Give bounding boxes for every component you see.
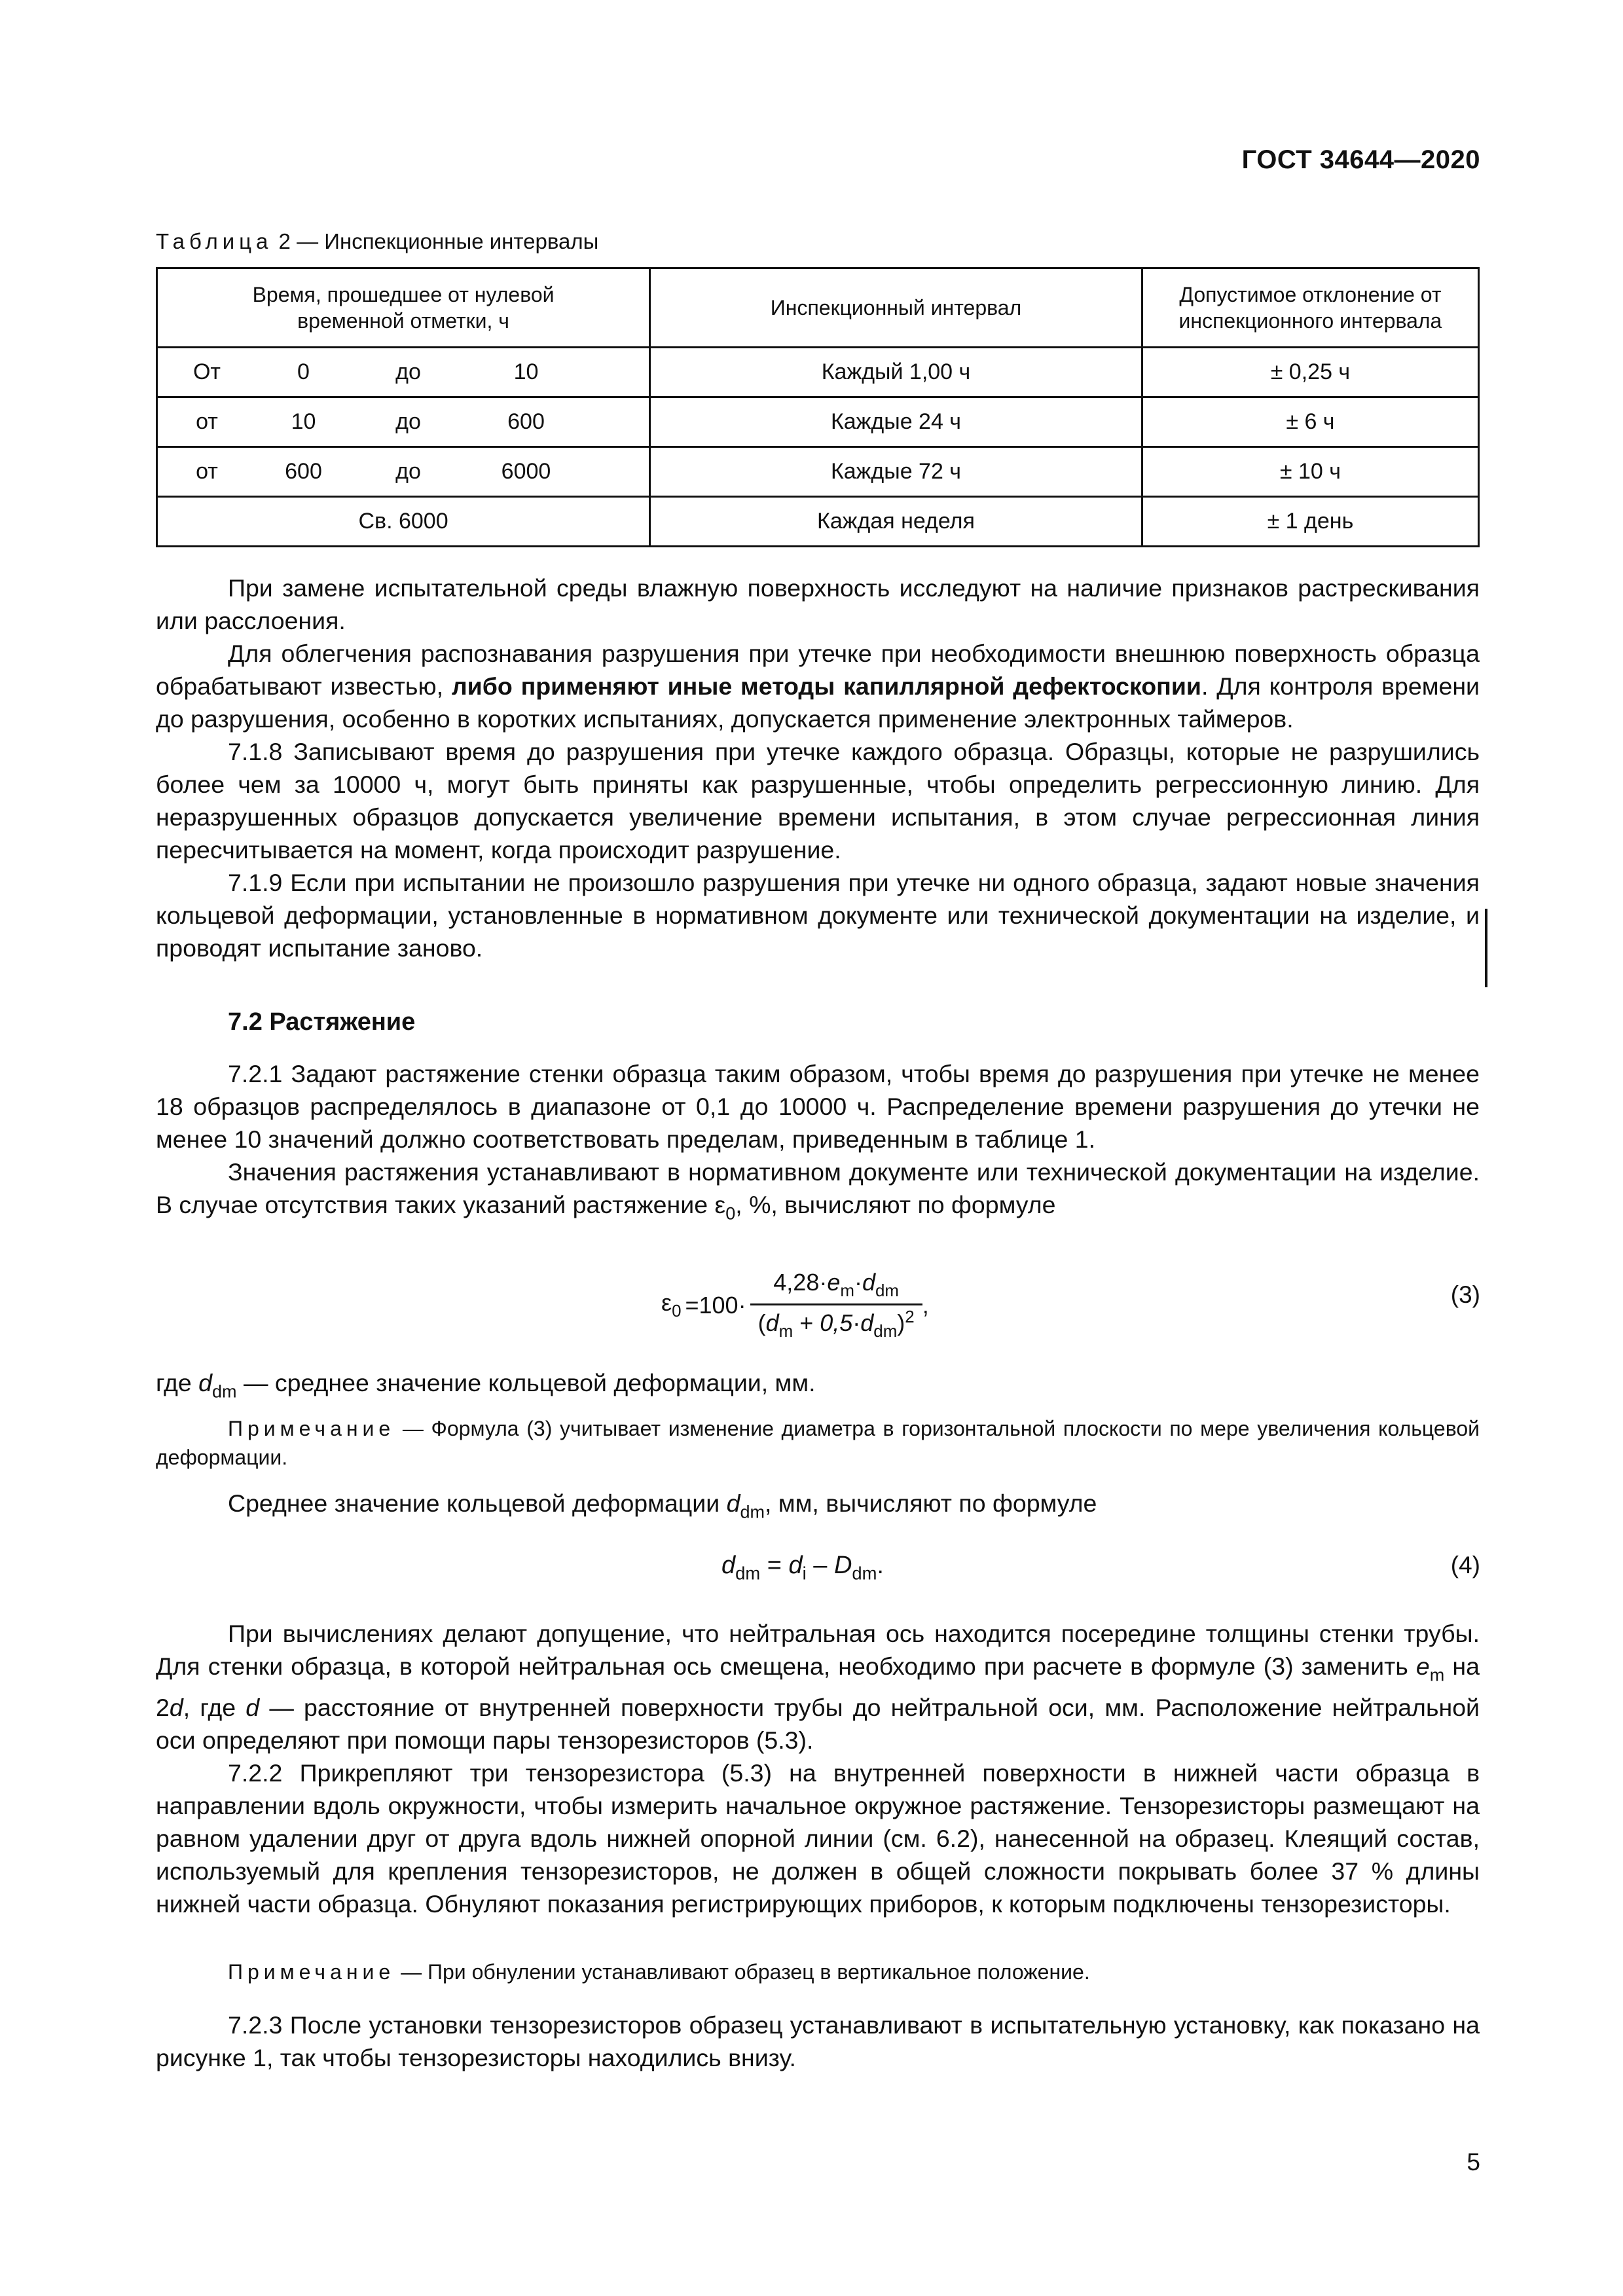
inspection-intervals-table bbox=[156, 267, 1480, 547]
deviation-cell: ± 6 ч bbox=[1142, 397, 1478, 447]
col-header-elapsed-time: Время, прошедшее от нулевой временной отметки, ч bbox=[157, 268, 650, 348]
neutral-axis-c: , где bbox=[183, 1694, 246, 1722]
deviation-cell: ± 0,25 ч bbox=[1142, 348, 1478, 397]
ring-def-start: Среднее значение кольцевой деформации bbox=[228, 1489, 727, 1517]
eq3-den-open: ( bbox=[757, 1309, 766, 1337]
neutral-axis-d2: d bbox=[246, 1694, 260, 1722]
eq3-den-dot: · bbox=[852, 1309, 861, 1337]
table-row bbox=[157, 397, 1479, 447]
eq3-denominator bbox=[750, 1305, 922, 1341]
where-line bbox=[156, 1366, 1480, 1408]
range-from-word: от bbox=[196, 409, 218, 434]
eq3-num-d-sub: dm bbox=[875, 1282, 899, 1301]
eq3-num-e: e bbox=[827, 1269, 841, 1296]
change-bar bbox=[1485, 909, 1487, 987]
neutral-axis-b: на 2 bbox=[156, 1652, 1480, 1722]
eq3-den-close: ) bbox=[897, 1309, 905, 1337]
paragraph-ring-deformation bbox=[156, 1487, 1480, 1528]
paragraph-lime-start: Для облегчения распознавания разрушения при утечке при необходимости внешнюю поверхность образца обрабатывают известью, bbox=[156, 640, 1480, 700]
strain-text-end: , %, вычисляют по формуле bbox=[735, 1191, 1056, 1218]
note-2 bbox=[156, 1958, 1480, 1986]
eq4-lhs: d bbox=[721, 1552, 736, 1579]
document-id: ГОСТ 34644—2020 bbox=[1241, 145, 1480, 174]
range-cell bbox=[157, 447, 650, 497]
table-row bbox=[157, 497, 1479, 547]
formula-4 bbox=[721, 1552, 884, 1584]
text-block-4 bbox=[156, 1617, 1480, 1920]
paragraph-neutral-axis bbox=[156, 1617, 1480, 1757]
table-row bbox=[157, 348, 1479, 397]
eq4-d: d bbox=[788, 1552, 803, 1579]
range-cell bbox=[157, 397, 650, 447]
eq3-fraction bbox=[750, 1269, 922, 1341]
note-2-text bbox=[156, 1958, 1480, 1986]
neutral-axis-a: При вычислениях делают допущение, что нейтральная ось находится посередине толщины стенки трубы. Для стенки образца, в которой нейтральная ось смещена, необходимо при расчете в формуле (3) заменить bbox=[156, 1620, 1480, 1680]
eq3-epsilon: ε bbox=[661, 1289, 672, 1317]
interval-cell: Каждые 72 ч bbox=[650, 447, 1142, 497]
eq3-den-d2: d bbox=[860, 1309, 874, 1337]
paragraph-cracking: При замене испытательной среды влажную поверхность исследуют на наличие признаков растрескивания или расслоения. bbox=[156, 574, 1480, 634]
eq4-d-sub: i bbox=[802, 1563, 807, 1584]
page-number: 5 bbox=[1467, 2149, 1480, 2176]
clause-7-2-1: 7.2.1 Задают растяжение стенки образца таким образом, чтобы время до разрушения при утечке не менее 18 образцов распределялось в диапазоне от 0,1 до 10000 ч. Распределение времени разрушения до утечки не менее 10 значений должно соответствовать пределам, приведенным в таблице 1. bbox=[156, 1060, 1480, 1153]
interval-cell: Каждый 1,00 ч bbox=[650, 348, 1142, 397]
table-caption-word: Таблица bbox=[156, 229, 273, 253]
deviation-cell: ± 1 день bbox=[1142, 497, 1478, 547]
neutral-axis-d-text: — расстояние от внутренней поверхности трубы до нейтральной оси, мм. Расположение нейтральной оси определяют при помощи пары тензорезисторов (5.3). bbox=[156, 1694, 1480, 1755]
eq4-lhs-sub: dm bbox=[735, 1563, 761, 1584]
eq4-trailing-dot: . bbox=[877, 1552, 884, 1579]
eq3-den-d2-sub: dm bbox=[873, 1322, 898, 1341]
note-2-word: Примечание bbox=[228, 1960, 395, 1984]
eq3-trailing-comma: , bbox=[922, 1291, 929, 1319]
text-block-3 bbox=[156, 1487, 1480, 1528]
range-from-value: 600 bbox=[285, 459, 322, 484]
eq3-num-d: d bbox=[862, 1269, 875, 1296]
table-caption bbox=[156, 229, 598, 254]
interval-cell: Каждые 24 ч bbox=[650, 397, 1142, 447]
note-2-body: — При обнулении устанавливают образец в вертикальное положение. bbox=[395, 1960, 1090, 1984]
clause-7-2-2: 7.2.2 Прикрепляют три тензорезистора (5.3) на внутренней поверхности в нижней части образца в направлении вдоль окружности, чтобы измерить начальное окружное растяжение. Тензорезисторы размещают на равном удалении друг от друга вдоль нижней опорной линии (см. 6.2), нанесенной на образец. Клеящий состав, используемый для крепления тензорезисторов, не должен в общей сложности покрывать более 37 % длины нижней части образца. Обнуляют показания регистрирующих приборов, к которым подключены тензорезисторы. bbox=[156, 1759, 1480, 1918]
where-word: где bbox=[156, 1369, 199, 1396]
eq4-D: D bbox=[833, 1552, 852, 1579]
ring-def-var: d bbox=[726, 1489, 740, 1517]
text-block-5 bbox=[156, 2009, 1480, 2074]
strain-symbol-sub: 0 bbox=[725, 1203, 736, 1224]
table-caption-title: 2 — Инспекционные интервалы bbox=[272, 229, 599, 253]
eq3-den-d: d bbox=[765, 1309, 779, 1337]
where-text: — среднее значение кольцевой деформации, мм. bbox=[236, 1369, 816, 1396]
range-to-word: до bbox=[395, 409, 421, 434]
eq3-numerator bbox=[765, 1269, 907, 1303]
range-to-value: 600 bbox=[507, 409, 545, 434]
neutral-axis-e-sub: m bbox=[1429, 1665, 1445, 1685]
eq3-equals-coef: =100· bbox=[685, 1291, 746, 1319]
eq4-equals: = bbox=[760, 1552, 789, 1579]
strain-text-start: Значения растяжения устанавливают в нормативном документе или технической документации на изделие. В случае отсутствия таких указаний растяжение ε bbox=[156, 1158, 1480, 1218]
col-header-interval: Инспекционный интервал bbox=[650, 268, 1142, 348]
note-1 bbox=[156, 1414, 1480, 1472]
eq4-D-sub: dm bbox=[852, 1563, 877, 1584]
text-block-1 bbox=[156, 572, 1480, 964]
where-definition bbox=[156, 1366, 1480, 1408]
range-to-value: 6000 bbox=[501, 459, 551, 484]
eq4-minus: – bbox=[806, 1552, 834, 1579]
paragraph-lime-bold: либо применяют иные методы капиллярной дефектоскопии bbox=[451, 672, 1201, 700]
neutral-axis-d: d bbox=[169, 1694, 183, 1722]
text-block-2 bbox=[156, 1057, 1480, 1230]
clause-7-1-8: 7.1.8 Записывают время до разрушения при утечке каждого образца. Образцы, которые не разрушились более чем за 10000 ч, могут быть приняты как разрушенные, чтобы определить регрессионную линию. Для неразрушенных образцов допускается увеличение времени испытания, в этом случае регрессионная линия пересчитывается на момент, когда происходит разрушение. bbox=[156, 738, 1480, 864]
range-from-value: 0 bbox=[297, 359, 310, 384]
eq3-epsilon-sub: 0 bbox=[672, 1302, 682, 1321]
eq3-den-d-sub: m bbox=[778, 1322, 793, 1341]
formula-3 bbox=[661, 1269, 929, 1341]
table-row bbox=[157, 447, 1479, 497]
paragraph-strain-values bbox=[156, 1156, 1480, 1230]
eq3-den-half: 0,5 bbox=[820, 1309, 853, 1337]
range-cell bbox=[157, 348, 650, 397]
range-to-word: до bbox=[395, 459, 421, 484]
note-1-word: Примечание bbox=[228, 1417, 395, 1440]
where-var-sub: dm bbox=[212, 1381, 237, 1402]
eq3-num-e-sub: m bbox=[840, 1282, 854, 1301]
where-var: d bbox=[198, 1369, 213, 1396]
note-1-body: — Формула (3) учитывает изменение диаметра в горизонтальной плоскости по мере увеличения кольцевой деформации. bbox=[156, 1417, 1480, 1469]
eq3-den-plus: + bbox=[793, 1309, 820, 1337]
clause-7-2-3: 7.2.3 После установки тензорезисторов образец устанавливают в испытательную установку, как показано на рисунке 1, так чтобы тензорезисторы находились внизу. bbox=[156, 2011, 1480, 2071]
eq3-den-power: 2 bbox=[905, 1308, 915, 1327]
paragraph-lime-end: . Для контроля времени до разрушения, особенно в коротких испытаниях, допускается применение электронных таймеров. bbox=[156, 672, 1480, 733]
range-from-value: 10 bbox=[291, 409, 316, 434]
range-cell: Св. 6000 bbox=[157, 497, 650, 547]
range-to-value: 10 bbox=[513, 359, 539, 384]
formula-3-lhs bbox=[661, 1289, 681, 1321]
col-header-deviation: Допустимое отклонение от инспекционного интервала bbox=[1142, 268, 1478, 348]
clause-7-1-9: 7.1.9 Если при испытании не произошло разрушения при утечке ни одного образца, задают новые значения кольцевой деформации, установленные в нормативном документе или технической документации на изделие, и проводят испытание заново. bbox=[156, 869, 1480, 962]
eq3-num-coef: 4,28· bbox=[773, 1269, 828, 1296]
formula-3-number: (3) bbox=[1450, 1281, 1480, 1308]
table-header-row bbox=[157, 268, 1479, 348]
range-to-word: до bbox=[395, 359, 421, 384]
interval-cell: Каждая неделя bbox=[650, 497, 1142, 547]
ring-def-var-sub: dm bbox=[740, 1502, 765, 1522]
paragraph-lime bbox=[156, 637, 1480, 735]
section-heading-7-2: 7.2 Растяжение bbox=[228, 1008, 416, 1036]
ring-def-end: , мм, вычисляют по формуле bbox=[764, 1489, 1097, 1517]
eq3-num-dot: · bbox=[854, 1269, 862, 1296]
formula-4-number: (4) bbox=[1450, 1552, 1480, 1578]
deviation-cell: ± 10 ч bbox=[1142, 447, 1478, 497]
neutral-axis-e: e bbox=[1415, 1652, 1430, 1680]
range-from-word: от bbox=[196, 459, 218, 484]
range-from-word: От bbox=[192, 359, 221, 384]
note-1-text bbox=[156, 1414, 1480, 1472]
